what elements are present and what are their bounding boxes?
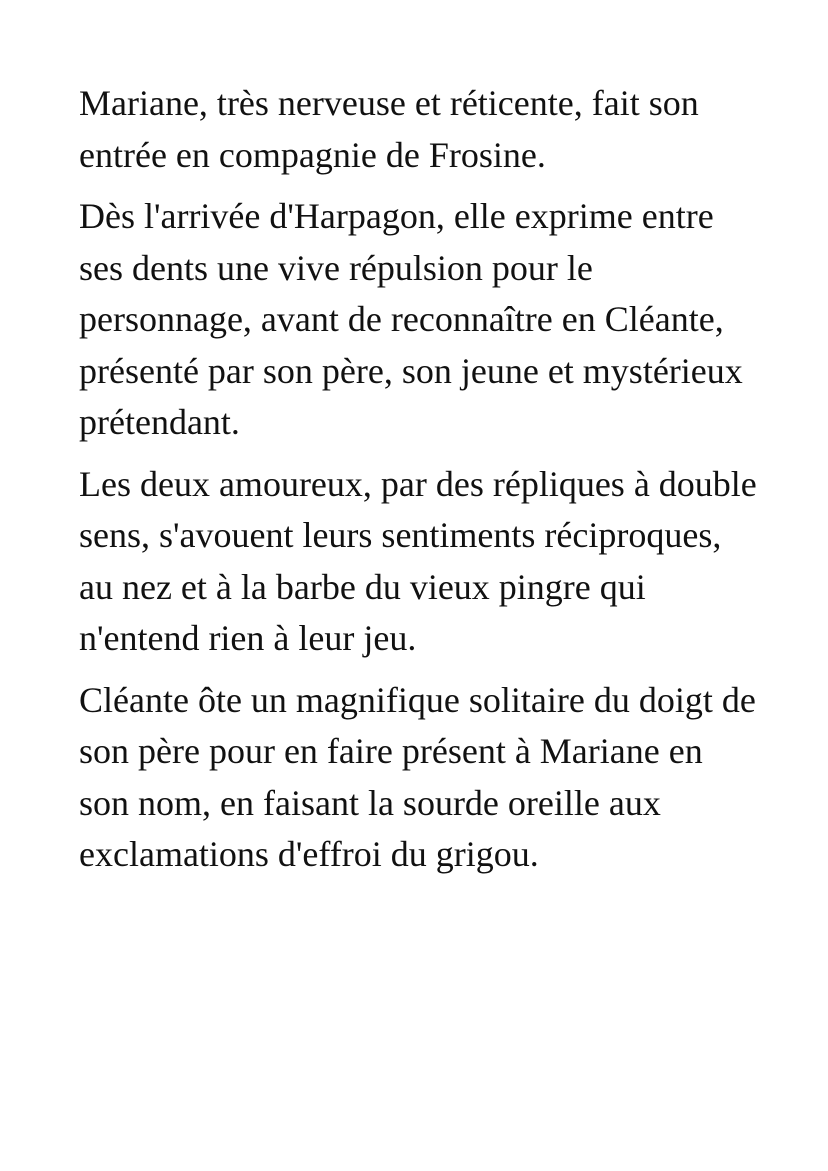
paragraph-2: Dès l'arrivée d'Harpagon, elle exprime entre ses dents une vive répulsion pour le personnage, avant de reconnaître en Cléante, présenté par son père, son jeune et mystérieux prétendant. [79, 196, 743, 442]
paragraph-1: Mariane, très nerveuse et réticente, fait son entrée en compagnie de Frosine. [79, 83, 699, 175]
paragraph-4: Cléante ôte un magnifique solitaire du doigt de son père pour en faire présent à Mariane en son nom, en faisant la sourde oreille aux exclamations d'effroi du grigou. [79, 679, 756, 874]
paragraph-3: Les deux amoureux, par des répliques à double sens, s'avouent leurs sentiments réciproques, au nez et à la barbe du vieux pingre qui n'entend rien à leur jeu. [79, 463, 757, 658]
document-page [79, 78, 759, 891]
